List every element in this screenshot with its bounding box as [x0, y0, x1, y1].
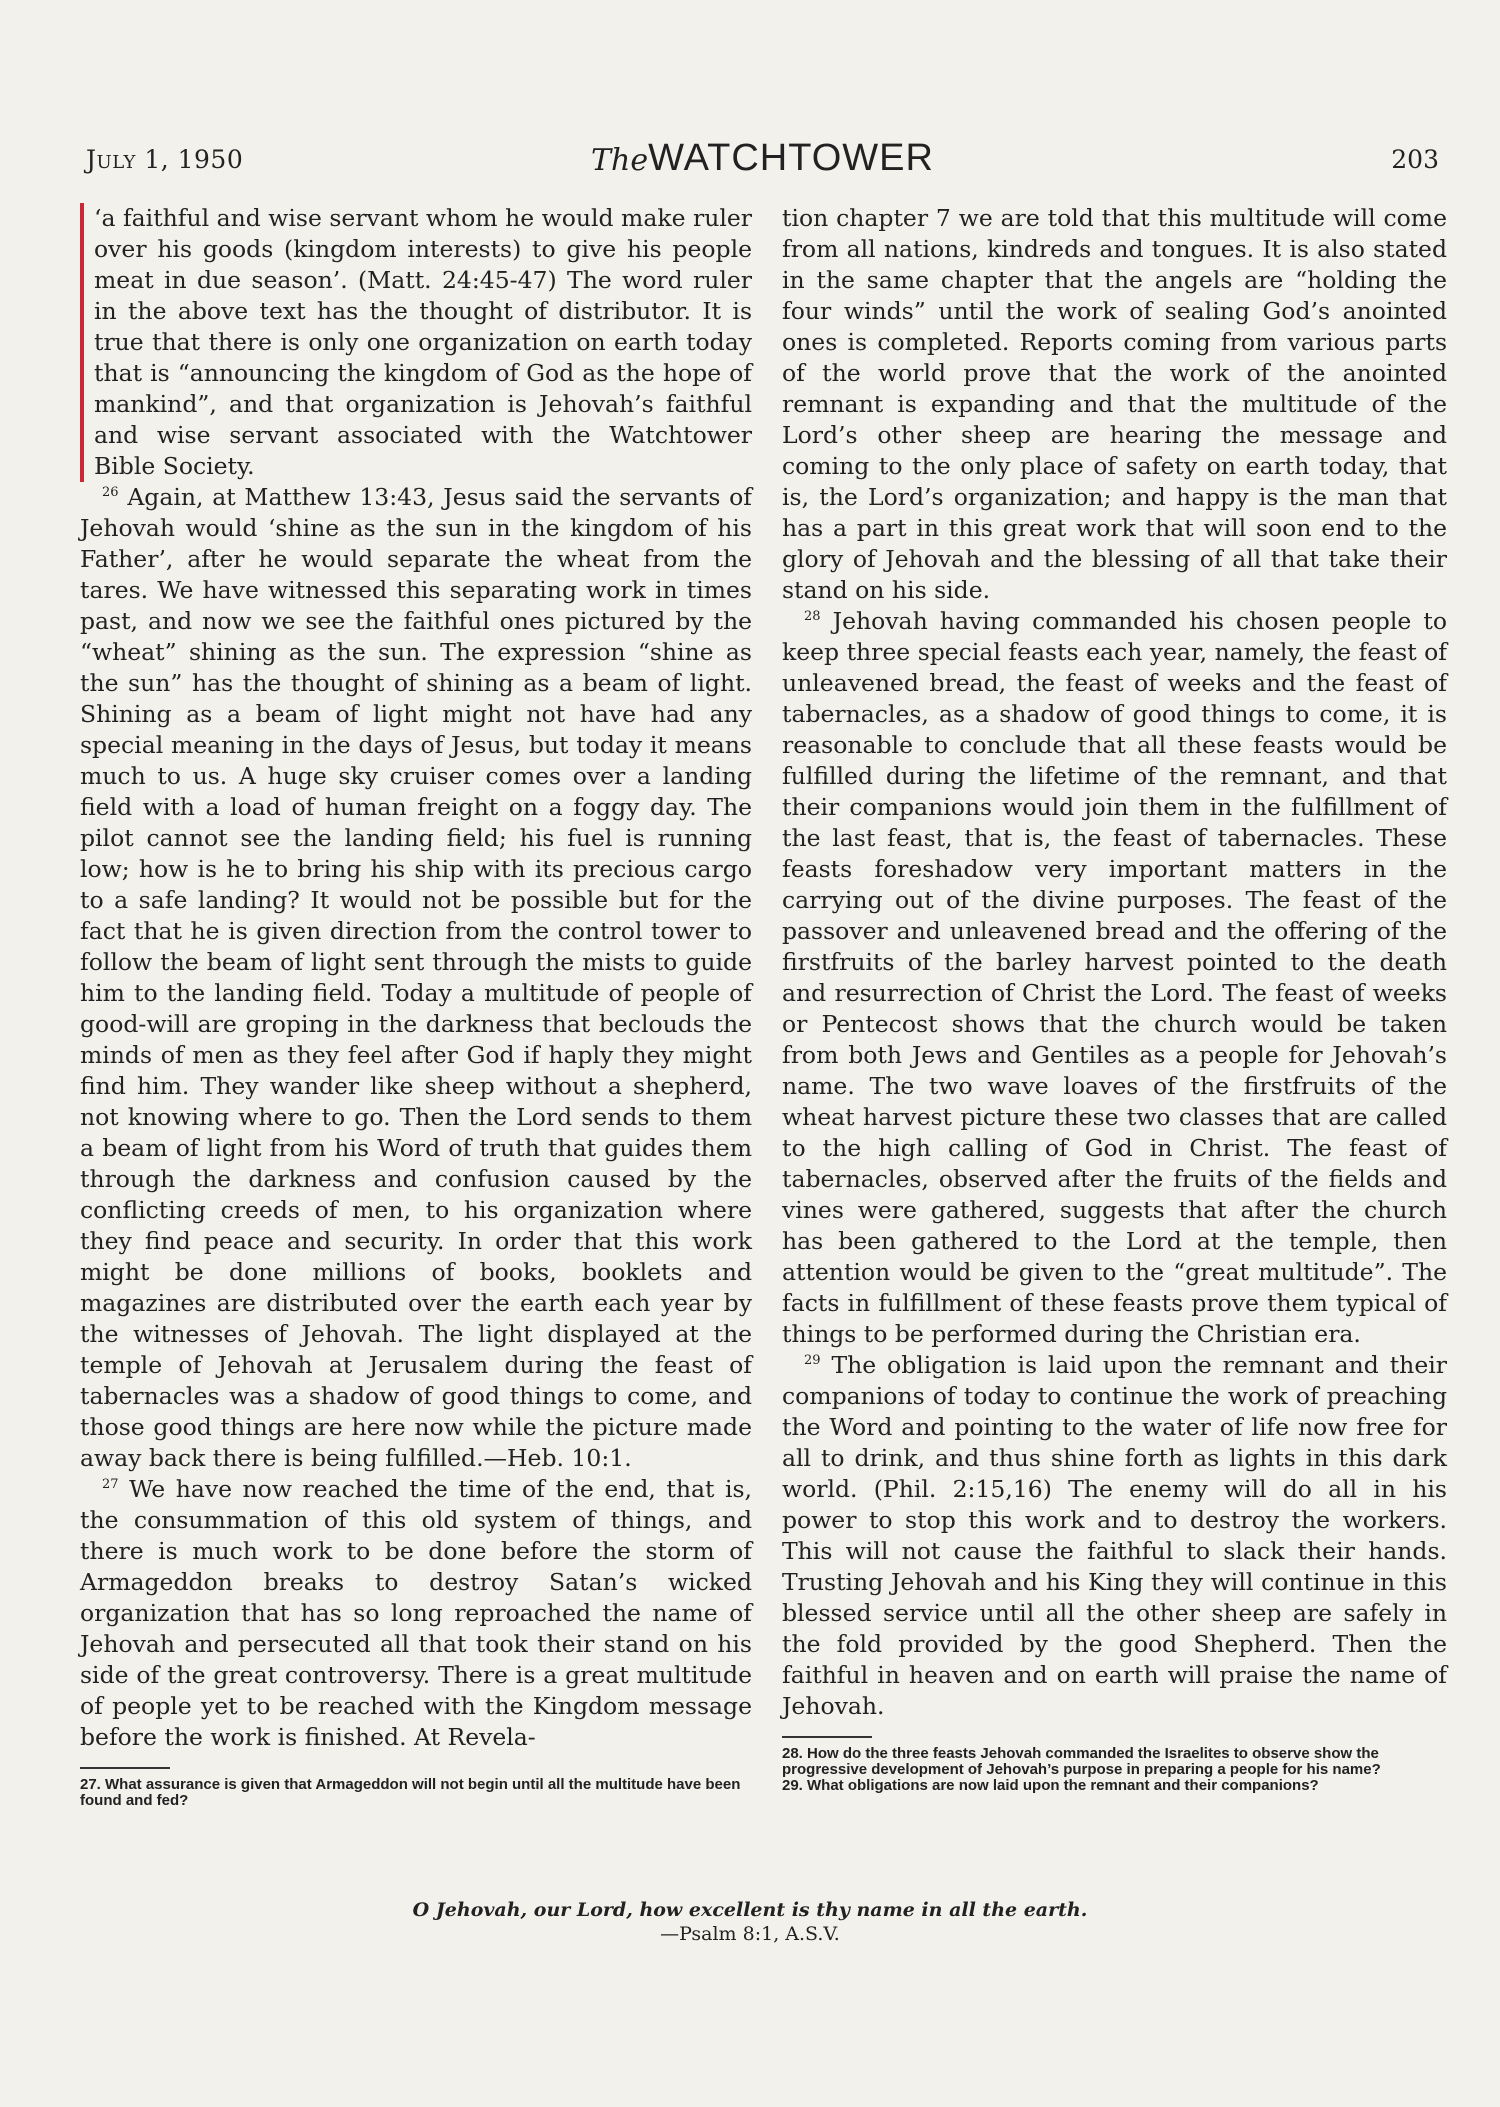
question-28: 28. How do the three feasts Jehovah commanded the Israelites to observe show the progressive development of Jehovah’s purpose in preparing a people for his name?: [782, 1745, 1381, 1778]
page-header: [80, 137, 1445, 187]
page-number: 203: [1391, 145, 1439, 174]
question-27: 27. What assurance is given that Armageddon will not begin until all the multitude have been found and fed?: [80, 1776, 741, 1809]
study-questions: [80, 1777, 752, 1809]
paragraph-number: 29: [804, 1353, 821, 1369]
paragraph-text: We have now reached the time of the end, that is, the consummation of this old system of things, and there is much work to be done before the storm of Armageddon breaks to destroy Satan’s wicked organization that has so long reproached the name of Jehovah and persecuted all that took their stand on his side of the great controversy. There is a great multitude of people yet to be reached with the Kingdom message before the work is finished. At Revela-: [80, 1475, 752, 1751]
paragraph-number: 28: [804, 609, 821, 625]
paragraph-29: [782, 1350, 1447, 1722]
paragraph-number: 27: [102, 1477, 119, 1493]
magazine-title-main: WATCHTOWER: [648, 137, 934, 179]
magazine-title-prefix: The: [591, 143, 649, 178]
paragraph-text: Again, at Matthew 13:43, Jesus said the servants of Jehovah would ‘shine as the sun in the kingdom of his Father’, after he would separate the wheat from the tares. We have witnessed this separating work in times past, and now we see the faithful ones pictured by the “wheat” shining as the sun. The expression “shine as the sun” has the thought of shining as a beam of light. Shining as a beam of light might not have had any special meaning in the days of Jesus, but today it means much to us. A huge sky cruiser comes over a landing field with a load of human freight on a foggy day. The pilot cannot see the landing field; his fuel is running low; how is he to bring his ship with its precious cargo to a safe landing? It would not be possible but for the fact that he is given direction from the control tower to follow the beam of light sent through the mists to guide him to the landing field. Today a multitude of people of good-will are groping in the darkness that beclouds the minds of men as they feel after God if haply they might find him. They wander like sheep without a shepherd, not knowing where to go. Then the Lord sends to them a beam of light from his Word of truth that guides them through the darkness and confusion caused by the conflicting creeds of men, to his organization where they find peace and security. In order that this work might be done millions of books, booklets and magazines are distributed over the earth each year by the witnesses of Jehovah. The light displayed at the temple of Jehovah at Jerusalem during the feast of tabernacles was a shadow of good things to come, and those good things are here now while the picture made away back there is being fulfilled.—Heb. 10:1.: [80, 483, 752, 1472]
paragraph-text: The obligation is laid upon the remnant and their companions of today to continue the work of preaching the Word and pointing to the water of life now free for all to drink, and thus shine forth as lights in this dark world. (Phil. 2:15,16) The enemy will do all in his power to stop this work and to destroy the workers. This will not cause the faithful to slack their hands. Trusting Jehovah and his King they will continue in this blessed service until all the other sheep are safely in the fold provided by the good Shepherd. Then the faithful in heaven and on earth will praise the name of Jehovah.: [782, 1351, 1447, 1720]
question-29: 29. What obligations are now laid upon the remnant and their companions?: [782, 1777, 1319, 1794]
study-questions: [782, 1746, 1447, 1794]
left-column: [80, 203, 752, 1809]
paragraph-continued: ‘a faithful and wise servant whom he would make ruler over his goods (kingdom interests) to give his people meat in due season’. (Matt. 24:45-47) The word ruler in the above text has the thought of distributor. It is true that there is only one organization on earth today that is “announcing the kingdom of God as the hope of mankind”, and that organization is Jehovah’s faithful and wise servant associated with the Watchtower Bible Society.: [80, 203, 752, 482]
quote-citation: —Psalm 8:1, A.S.V.: [660, 1923, 840, 1945]
quote-text: O Jehovah, our Lord, how excellent is thy name in all the earth.: [412, 1899, 1088, 1921]
question-divider: [782, 1736, 872, 1738]
scripture-quote: [0, 1898, 1500, 1946]
paragraph-26: [80, 482, 752, 1474]
paragraph-text: Jehovah having commanded his chosen people to keep three special feasts each year, namely, the feast of unleavened bread, the feast of weeks and the feast of tabernacles, as a shadow of good things to come, it is reasonable to conclude that all these feasts would be fulfilled during the lifetime of the remnant, and that their companions would join them in the fulfillment of the last feast, that is, the feast of tabernacles. These feasts foreshadow very important matters in the carrying out of the divine purposes. The feast of the passover and unleavened bread and the offering of the firstfruits of the barley harvest pointed to the death and resurrection of Christ the Lord. The feast of weeks or Pentecost shows that the church would be taken from both Jews and Gentiles as a people for Jehovah’s name. The two wave loaves of the firstfruits of the wheat harvest picture these two classes that are called to the high calling of God in Christ. The feast of tabernacles, observed after the fruits of the fields and vines were gathered, suggests that after the church has been gathered to the Lord at the temple, then attention would be given to the “great multitude”. The facts in fulfillment of these feasts prove them typical of things to be performed during the Christian era.: [782, 607, 1447, 1348]
paragraph-continued: tion chapter 7 we are told that this multitude will come from all nations, kindreds and tongues. It is also stated in the same chapter that the angels are “holding the four winds” until the work of sealing God’s anointed ones is completed. Reports coming from various parts of the world prove that the work of the anointed remnant is expanding and that the multitude of the Lord’s other sheep are hearing the message and coming to the only place of safety on earth today, that is, the Lord’s organization; and happy is the man that has a part in this great work that will soon end to the glory of Jehovah and the blessing of all that take their stand on his side.: [782, 204, 1447, 604]
right-column: [782, 203, 1447, 1794]
issue-date: July 1, 1950: [86, 145, 244, 174]
question-divider: [80, 1767, 170, 1769]
paragraph-number: 26: [102, 485, 119, 501]
magazine-title: [80, 137, 1445, 180]
paragraph-27: [80, 1474, 752, 1753]
paragraph-28: [782, 606, 1447, 1350]
